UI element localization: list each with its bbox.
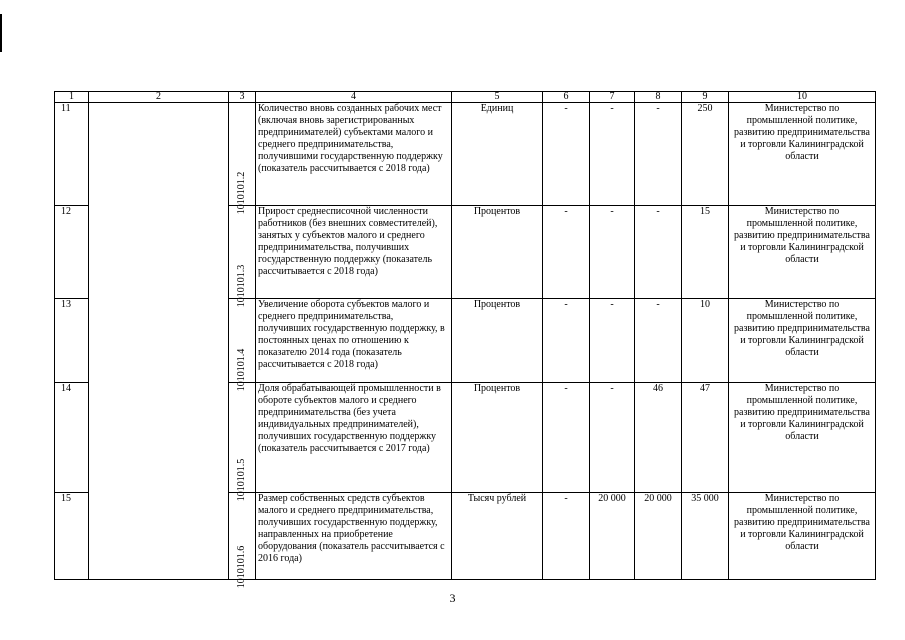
indicators-table [54,91,876,589]
row-number: 12 [55,206,89,299]
indicator-code: 1010101.3 [236,264,247,308]
value-col6: - [543,206,590,299]
row-number: 15 [55,493,89,580]
unit: Процентов [452,383,543,493]
unit: Процентов [452,206,543,299]
indicator-name: Прирост среднесписочной численности работников (без внешних совместителей), занятых у субъектов малого и среднего предпринимательства, получивших государственную поддержку (показатель рассчитывается с 2018 года) [256,206,452,299]
value-col8: 46 [635,383,682,493]
responsible-body: Министерство по промышленной политике, развитию предпринимательства и торговли Калининградской области [729,103,876,206]
value-col7: - [590,206,635,299]
value-col6: - [543,493,590,580]
column-number: 6 [543,92,590,103]
value-col9: 47 [682,383,729,493]
value-col8: - [635,103,682,206]
value-col8: 20 000 [635,493,682,580]
responsible-body: Министерство по промышленной политике, развитию предпринимательства и торговли Калининградской области [729,206,876,299]
indicator-name: Доля обрабатывающей промышленности в обороте субъектов малого и среднего предпринимательства (без учета индивидуальных предпринимателей), получивших государственную поддержку (показатель рассчитывается с 2017 года) [256,383,452,493]
merged-empty-cell [89,103,229,580]
indicator-code: 1010101.4 [236,348,247,392]
page-number: 3 [449,591,456,605]
indicator-name: Размер собственных средств субъектов малого и среднего предпринимательства, получивших государственную поддержку, направленных на приобретение оборудования (показатель рассчитывается с 2016 года) [256,493,452,580]
indicator-code-cell [229,493,256,589]
indicator-code-cell [229,299,256,392]
column-number: 4 [256,92,452,103]
indicator-code-cell [229,383,256,502]
value-col7: - [590,103,635,206]
unit: Единиц [452,103,543,206]
responsible-body: Министерство по промышленной политике, развитию предпринимательства и торговли Калининградской области [729,299,876,383]
indicator-code: 1010101.2 [236,171,247,215]
value-col7: - [590,299,635,383]
value-col6: - [543,383,590,493]
row-number: 13 [55,299,89,383]
value-col9: 10 [682,299,729,383]
row-number: 14 [55,383,89,493]
value-col8: - [635,299,682,383]
value-col7: - [590,383,635,493]
indicator-code-cell [229,103,256,215]
indicator-code-cell [229,206,256,308]
column-number: 10 [729,92,876,103]
indicator-code: 1010101.6 [236,545,247,589]
table-row [55,103,876,206]
row-number: 11 [55,103,89,206]
column-number: 8 [635,92,682,103]
value-col9: 35 000 [682,493,729,580]
column-number-row [55,92,876,103]
scan-edge-mark [0,14,2,52]
unit: Тысяч рублей [452,493,543,580]
value-col9: 250 [682,103,729,206]
column-number: 2 [89,92,229,103]
column-number: 5 [452,92,543,103]
value-col9: 15 [682,206,729,299]
column-number: 9 [682,92,729,103]
indicator-name: Увеличение оборота субъектов малого и среднего предпринимательства, получивших государственную поддержку, в постоянных ценах по отношению к показателю 2014 года (показатель рассчитывается с 2018 года) [256,299,452,383]
responsible-body: Министерство по промышленной политике, развитию предпринимательства и торговли Калининградской области [729,383,876,493]
responsible-body: Министерство по промышленной политике, развитию предпринимательства и торговли Калининградской области [729,493,876,580]
value-col8: - [635,206,682,299]
value-col6: - [543,103,590,206]
column-number: 1 [55,92,89,103]
unit: Процентов [452,299,543,383]
value-col6: - [543,299,590,383]
column-number: 3 [229,92,256,103]
value-col7: 20 000 [590,493,635,580]
indicator-name: Количество вновь созданных рабочих мест (включая вновь зарегистрированных предпринимателей) субъектами малого и среднего предпринимательства, получившими государственную поддержку (показатель рассчитывается с 2018 года) [256,103,452,206]
indicator-code: 1010101.5 [236,458,247,502]
column-number: 7 [590,92,635,103]
